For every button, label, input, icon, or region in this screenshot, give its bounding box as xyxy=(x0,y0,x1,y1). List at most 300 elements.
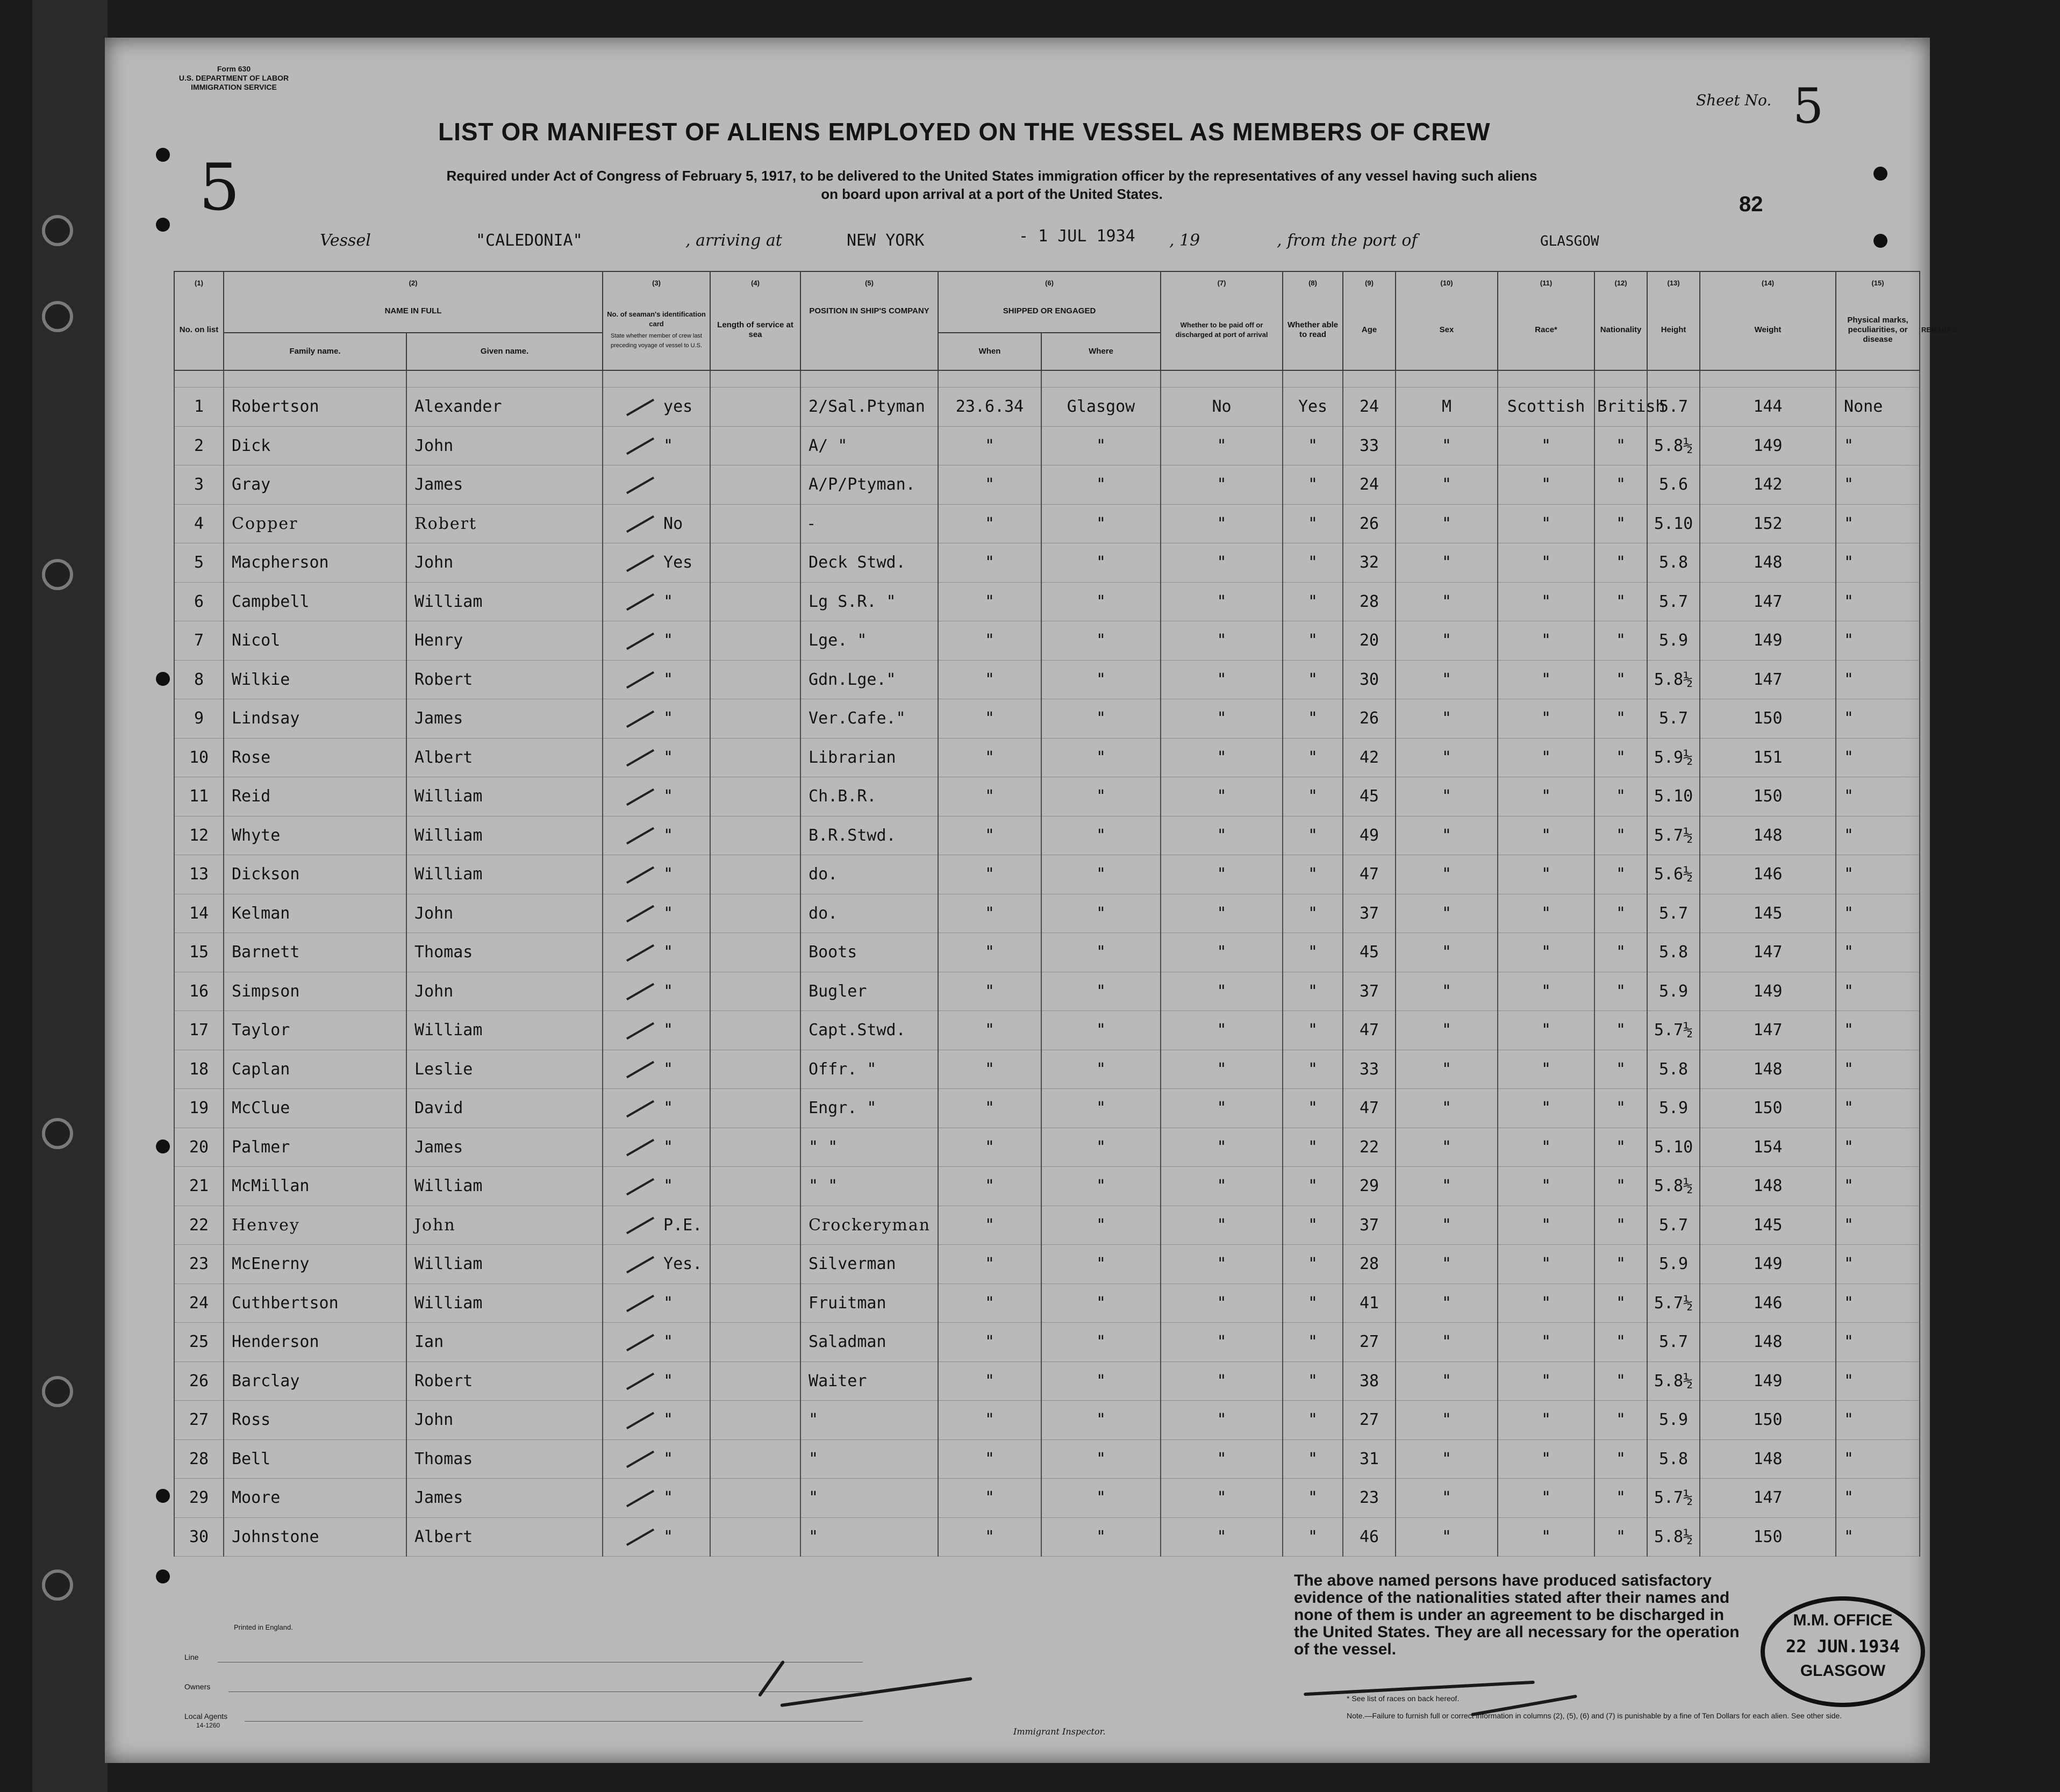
physical-marks-cell: " xyxy=(1836,1517,1920,1557)
col-num-6: (6) xyxy=(938,271,1161,290)
physical-marks-cell: " xyxy=(1836,933,1920,972)
position-cell: Librarian xyxy=(800,738,938,777)
shipped-when-cell: " xyxy=(938,1439,1041,1479)
weight-cell: 148 xyxy=(1700,1167,1836,1206)
height-cell: 5.6 xyxy=(1647,465,1700,505)
paid-off-cell: " xyxy=(1161,1128,1283,1167)
weight-cell: 144 xyxy=(1700,388,1836,427)
nationality-cell: " xyxy=(1594,465,1647,505)
position-cell: Ver.Cafe." xyxy=(800,699,938,739)
row-number-cell: 5 xyxy=(174,543,224,583)
form-subtitle-line-2: on board upon arrival at a port of the United States. xyxy=(821,186,1163,202)
weight-cell: 149 xyxy=(1700,972,1836,1011)
shipped-where-cell: " xyxy=(1041,1050,1161,1089)
physical-marks-cell: " xyxy=(1836,699,1920,739)
height-cell: 5.7 xyxy=(1647,1206,1700,1245)
height-cell: 5.7 xyxy=(1647,1323,1700,1362)
id-card-value: " xyxy=(663,1332,674,1352)
height-cell: 5.7 xyxy=(1647,699,1700,739)
sex-cell: " xyxy=(1396,504,1498,543)
id-card-value: " xyxy=(663,865,674,884)
nationality-cell: " xyxy=(1594,1050,1647,1089)
check-mark-icon xyxy=(626,711,654,728)
position-cell: Silverman xyxy=(800,1245,938,1284)
row-number-cell: 9 xyxy=(174,699,224,739)
position-cell: Fruitman xyxy=(800,1284,938,1323)
age-cell: 33 xyxy=(1343,426,1396,465)
position-cell: " " xyxy=(800,1128,938,1167)
row-number-cell: 18 xyxy=(174,1050,224,1089)
position-cell: Gdn.Lge." xyxy=(800,660,938,699)
race-cell: " xyxy=(1498,933,1594,972)
family-name-cell: Robertson xyxy=(224,388,406,427)
position-cell: Crockeryman xyxy=(800,1206,938,1245)
stamp-date: 22 JUN.1934 xyxy=(1786,1636,1900,1657)
office-stamp xyxy=(1761,1596,1925,1707)
physical-marks-cell: " xyxy=(1836,660,1920,699)
position-cell: Deck Stwd. xyxy=(800,543,938,583)
shipped-when-cell: 23.6.34 xyxy=(938,388,1041,427)
age-cell: 22 xyxy=(1343,1128,1396,1167)
weight-cell: 150 xyxy=(1700,699,1836,739)
races-note: * See list of races on back hereof. xyxy=(1347,1694,1460,1703)
race-cell: " xyxy=(1498,1206,1594,1245)
position-cell: do. xyxy=(800,855,938,894)
header-shipped: SHIPPED OR ENGAGED xyxy=(938,290,1161,333)
table-row xyxy=(174,1011,1920,1050)
height-cell: 5.8 xyxy=(1647,1050,1700,1089)
age-cell: 29 xyxy=(1343,1167,1396,1206)
id-card-cell xyxy=(603,972,710,1011)
shipped-where-cell: " xyxy=(1041,1439,1161,1479)
nationality-cell: " xyxy=(1594,426,1647,465)
length-service-cell xyxy=(710,699,800,739)
physical-marks-cell: " xyxy=(1836,816,1920,855)
col-num-4: (4) xyxy=(710,271,800,290)
arriving-label: , arriving at xyxy=(685,231,782,250)
shipped-where-cell: " xyxy=(1041,894,1161,933)
col-num-9: (9) xyxy=(1343,271,1396,290)
age-cell: 20 xyxy=(1343,621,1396,661)
row-number-cell: 8 xyxy=(174,660,224,699)
family-name-cell: Barnett xyxy=(224,933,406,972)
check-mark-icon xyxy=(626,1256,654,1273)
position-cell: 2/Sal.Ptyman xyxy=(800,388,938,427)
given-name-cell: John xyxy=(406,894,603,933)
id-card-cell xyxy=(603,1361,710,1401)
table-row xyxy=(174,1050,1920,1089)
shipped-when-cell: " xyxy=(938,972,1041,1011)
family-name-cell: Henderson xyxy=(224,1323,406,1362)
physical-marks-cell: " xyxy=(1836,972,1920,1011)
check-mark-icon xyxy=(626,477,654,494)
sex-cell: " xyxy=(1396,1361,1498,1401)
given-name-cell: James xyxy=(406,465,603,505)
shipped-where-cell: " xyxy=(1041,465,1161,505)
check-mark-icon xyxy=(626,1178,654,1195)
race-cell: " xyxy=(1498,1479,1594,1518)
id-card-cell xyxy=(603,1323,710,1362)
race-cell: " xyxy=(1498,1050,1594,1089)
given-name-cell: Henry xyxy=(406,621,603,661)
weight-cell: 149 xyxy=(1700,1245,1836,1284)
physical-marks-cell: " xyxy=(1836,894,1920,933)
check-mark-icon xyxy=(626,633,654,650)
id-card-value: yes xyxy=(663,397,693,417)
height-cell: 5.8 xyxy=(1647,543,1700,583)
id-card-value: " xyxy=(663,1410,674,1430)
family-name-cell: Nicol xyxy=(224,621,406,661)
punch-hole xyxy=(1873,234,1887,248)
physical-marks-cell: " xyxy=(1836,1439,1920,1479)
paid-off-cell: " xyxy=(1161,1479,1283,1518)
physical-marks-cell: " xyxy=(1836,1245,1920,1284)
sheet-label: Sheet No. xyxy=(1696,91,1772,109)
weight-cell: 147 xyxy=(1700,933,1836,972)
inspector-signature xyxy=(780,1677,972,1707)
weight-cell: 154 xyxy=(1700,1128,1836,1167)
id-card-cell xyxy=(603,388,710,427)
weight-cell: 148 xyxy=(1700,1439,1836,1479)
position-cell: " xyxy=(800,1401,938,1440)
table-row xyxy=(174,543,1920,583)
table-row xyxy=(174,933,1920,972)
able-to-read-cell: " xyxy=(1283,816,1343,855)
weight-cell: 148 xyxy=(1700,1050,1836,1089)
header-paid-off: Whether to be paid off or discharged at port of arrival xyxy=(1161,290,1283,370)
shipped-where-cell: " xyxy=(1041,777,1161,816)
header-id-card-note: State whether member of crew last preceding voyage of vessel to U.S. xyxy=(611,333,702,349)
height-cell: 5.8½ xyxy=(1647,426,1700,465)
able-to-read-cell: " xyxy=(1283,1128,1343,1167)
able-to-read-cell: " xyxy=(1283,1050,1343,1089)
punch-hole xyxy=(156,148,170,162)
nationality-cell: " xyxy=(1594,1245,1647,1284)
id-card-cell xyxy=(603,582,710,621)
form-header xyxy=(137,64,331,92)
able-to-read-cell: " xyxy=(1283,1089,1343,1128)
shipped-where-cell: " xyxy=(1041,1167,1161,1206)
check-mark-icon xyxy=(626,1490,654,1507)
shipped-when-cell: " xyxy=(938,894,1041,933)
family-name-cell: Taylor xyxy=(224,1011,406,1050)
given-name-cell: Robert xyxy=(406,660,603,699)
id-card-cell xyxy=(603,894,710,933)
given-name-cell: John xyxy=(406,543,603,583)
id-card-value: " xyxy=(663,1527,674,1546)
check-mark-icon xyxy=(626,1334,654,1351)
check-mark-icon xyxy=(626,671,654,689)
row-number-cell: 30 xyxy=(174,1517,224,1557)
binder-hole xyxy=(42,301,73,332)
crew-manifest-table: (1) (2) (3) (4) (5) (6) (7) (8) (9) (10) (11) (12) (13) (14) (15) No. on list NAME IN FULL No. of seaman's identification card State whether member of crew last preceding voyage of vessel to U.S. Length of service at sea POSITION IN SHIP'S COMPANY SHIPPED OR ENGAGED Whether to be paid off or discharged at port of arrival Whether able to read Age Sex Race* Nationality Height Weight Physical marks, peculiarities, or disease REMARKS Family name. Given name. When Where 1 Robertson Alexander yes 2/Sal.Ptyman 23.6.34 Glasgow No Yes 24 M Scottish British 5.7 144 None 2 Dick John " A/ " " " " " 33 " " " 5.8½ 149 " 3 Gray James A/P/Ptyman. " " " " 24 " " " 5.6 142 " 4 Copper Robert No - " " " " 26 " " " 5.10 152 " 5 Macpherson John Yes Deck Stwd. " " " " 32 " " " 5.8 148 " 6 Campbell William " Lg S.R. " " " " " 28 " " " 5.7 147 " 7 Nicol Henry " Lge. " " " " " 20 " " " 5.9 149 " 8 Wilkie Robert " Gdn.Lge." " " " " 30 " " " 5.8½ 147 " 9 Lindsay James " Ver.Cafe." " " " " 26 " " " 5.7 150 " 10 Rose Albert " Librarian " " " " 42 " " " 5.9½ 151 " 11 Reid William " Ch.B.R. " " " " 45 " " " 5.10 150 " 12 Whyte William " B.R.Stwd. " " " " 49 " " " 5.7½ 148 " 13 Dickson William " do. " " " " 47 " " " 5.6½ 146 " 14 Kelman John " do. " " " " 37 " " " 5.7 145 " 15 Barnett Thomas " Boots " " " " 45 " " " 5.8 147 " 16 Simpson John " Bugler " " " " 37 " " " 5.9 149 " 17 Taylor William " Capt.Stwd. " " " " 47 " " " 5.7½ 147 " 18 Caplan Leslie " Offr. " " " " " 33 " " " 5.8 148 " 19 McClue David " Engr. " " " " " 47 " " " 5.9 150 " 20 Palmer James " " " " " " " 22 " " " 5.10 154 " 21 McMillan William " " " " " " " 29 " " " 5.8½ 148 " 22 Henvey John P.E. Crockeryman " " " " 37 " " " 5.7 145 " 23 McEnerny William Yes. Silverman " " " " 28 " " " 5.9 149 " 24 Cuthbertson William " Fruitman " " " " 41 " " " 5.7½ 146 " 25 Henderson Ian " Saladman " " " " 27 " " " 5.7 148 " 26 Barclay Robert " Waiter " " " " 38 " " " 5.8½ 149 " 27 Ross John " " " " " " 27 " " " 5.9 150 " 28 Bell Thomas " " " " " " 31 " " " 5.8 148 " 29 Moore James " " " " " " 23 " " " 5.7½ 147 " 30 Johnstone Albert " " " " " " 46 " " " 5.8½ 150 " xyxy=(174,271,1920,1557)
weight-cell: 148 xyxy=(1700,543,1836,583)
shipped-where-cell: " xyxy=(1041,1284,1161,1323)
col-num-14: (14) xyxy=(1700,271,1836,290)
family-name-cell: Wilkie xyxy=(224,660,406,699)
length-service-cell xyxy=(710,1517,800,1557)
header-able-read: Whether able to read xyxy=(1283,290,1343,370)
given-name-cell: John xyxy=(406,426,603,465)
given-name-cell: John xyxy=(406,1401,603,1440)
race-cell: Scottish xyxy=(1498,388,1594,427)
table-row xyxy=(174,388,1920,427)
id-card-cell xyxy=(603,1167,710,1206)
weight-cell: 148 xyxy=(1700,1323,1836,1362)
length-service-cell xyxy=(710,465,800,505)
family-name-cell: Campbell xyxy=(224,582,406,621)
nationality-cell: " xyxy=(1594,1206,1647,1245)
weight-cell: 150 xyxy=(1700,1401,1836,1440)
shipped-where-cell: " xyxy=(1041,1401,1161,1440)
id-card-value: " xyxy=(663,904,674,923)
check-mark-icon xyxy=(626,905,654,922)
certification-statement: The above named persons have produced satisfactory evidence of the nationalities stated after their names and none of them is under an agreement to be discharged in the United States. They are all necessary for the operation of the vessel. xyxy=(1294,1572,1740,1658)
shipped-when-cell: " xyxy=(938,1323,1041,1362)
given-name-cell: Albert xyxy=(406,1517,603,1557)
punch-hole xyxy=(1873,167,1887,181)
age-cell: 46 xyxy=(1343,1517,1396,1557)
age-cell: 27 xyxy=(1343,1323,1396,1362)
check-mark-icon xyxy=(626,1217,654,1234)
height-cell: 5.9½ xyxy=(1647,738,1700,777)
physical-marks-cell: " xyxy=(1836,1401,1920,1440)
family-name-cell: Rose xyxy=(224,738,406,777)
sex-cell: " xyxy=(1396,699,1498,739)
family-name-cell: Ross xyxy=(224,1401,406,1440)
physical-marks-cell: " xyxy=(1836,1284,1920,1323)
nationality-cell: " xyxy=(1594,1439,1647,1479)
position-cell: Saladman xyxy=(800,1323,938,1362)
length-service-cell xyxy=(710,816,800,855)
header-family-name: Family name. xyxy=(224,333,406,370)
sex-cell: " xyxy=(1396,660,1498,699)
shipped-where-cell: " xyxy=(1041,1245,1161,1284)
age-cell: 47 xyxy=(1343,855,1396,894)
row-number-cell: 16 xyxy=(174,972,224,1011)
length-service-cell xyxy=(710,777,800,816)
id-card-value: " xyxy=(663,787,674,806)
sex-cell: " xyxy=(1396,1284,1498,1323)
race-cell: " xyxy=(1498,972,1594,1011)
race-cell: " xyxy=(1498,777,1594,816)
sex-cell: " xyxy=(1396,933,1498,972)
shipped-where-cell: " xyxy=(1041,933,1161,972)
nationality-cell: " xyxy=(1594,1517,1647,1557)
position-cell: Waiter xyxy=(800,1361,938,1401)
nationality-cell: " xyxy=(1594,582,1647,621)
id-card-cell xyxy=(603,1011,710,1050)
header-length-service: Length of service at sea xyxy=(710,290,800,370)
shipped-when-cell: " xyxy=(938,1128,1041,1167)
family-name-cell: Moore xyxy=(224,1479,406,1518)
row-number-cell: 15 xyxy=(174,933,224,972)
table-row xyxy=(174,777,1920,816)
weight-cell: 148 xyxy=(1700,816,1836,855)
age-cell: 45 xyxy=(1343,933,1396,972)
nationality-cell: " xyxy=(1594,621,1647,661)
owners-label: Owners xyxy=(184,1682,211,1691)
nationality-cell: " xyxy=(1594,1361,1647,1401)
shipped-where-cell: " xyxy=(1041,621,1161,661)
given-name-cell: Albert xyxy=(406,738,603,777)
length-service-cell xyxy=(710,1206,800,1245)
id-card-value: " xyxy=(663,709,674,728)
shipped-when-cell: " xyxy=(938,1167,1041,1206)
header-given-name: Given name. xyxy=(406,333,603,370)
header-race: Race* xyxy=(1498,290,1594,370)
from-port: GLASGOW xyxy=(1540,233,1599,249)
sex-cell: " xyxy=(1396,1167,1498,1206)
id-card-value: " xyxy=(663,631,674,650)
nationality-cell: " xyxy=(1594,738,1647,777)
id-card-cell xyxy=(603,855,710,894)
table-row xyxy=(174,465,1920,505)
paid-off-cell: " xyxy=(1161,582,1283,621)
shipped-when-cell: " xyxy=(938,1011,1041,1050)
physical-marks-cell: " xyxy=(1836,1089,1920,1128)
id-card-value: " xyxy=(663,1371,674,1390)
col-num-10: (10) xyxy=(1396,271,1498,290)
shipped-where-cell: " xyxy=(1041,504,1161,543)
id-card-cell xyxy=(603,816,710,855)
age-cell: 23 xyxy=(1343,1479,1396,1518)
given-name-cell: William xyxy=(406,1245,603,1284)
id-card-cell xyxy=(603,543,710,583)
id-card-value: " xyxy=(663,1488,674,1508)
col-num-12: (12) xyxy=(1594,271,1647,290)
nationality-cell: " xyxy=(1594,543,1647,583)
shipped-where-cell: " xyxy=(1041,1479,1161,1518)
family-name-cell: Copper xyxy=(224,504,406,543)
nationality-cell: " xyxy=(1594,1089,1647,1128)
sex-cell: M xyxy=(1396,388,1498,427)
paid-off-cell: " xyxy=(1161,1439,1283,1479)
physical-marks-cell: " xyxy=(1836,1167,1920,1206)
id-card-value: " xyxy=(663,943,674,962)
check-mark-icon xyxy=(626,1100,654,1117)
length-service-cell xyxy=(710,1323,800,1362)
penalty-note: Note.—Failure to furnish full or correct information in columns (2), (5), (6) and (7) is punishable by a fine of Ten Dollars for each alien. See other side. xyxy=(1347,1711,1842,1720)
paid-off-cell: " xyxy=(1161,777,1283,816)
position-cell: Lg S.R. " xyxy=(800,582,938,621)
length-service-cell xyxy=(710,1128,800,1167)
check-mark-icon xyxy=(626,1373,654,1390)
length-service-cell xyxy=(710,1401,800,1440)
length-service-cell xyxy=(710,738,800,777)
height-cell: 5.8½ xyxy=(1647,1167,1700,1206)
age-cell: 49 xyxy=(1343,816,1396,855)
able-to-read-cell: " xyxy=(1283,1167,1343,1206)
shipped-when-cell: " xyxy=(938,1050,1041,1089)
physical-marks-cell: " xyxy=(1836,504,1920,543)
race-cell: " xyxy=(1498,582,1594,621)
weight-cell: 147 xyxy=(1700,1479,1836,1518)
age-cell: 38 xyxy=(1343,1361,1396,1401)
form-subtitle xyxy=(320,167,1664,203)
position-cell: A/P/Ptyman. xyxy=(800,465,938,505)
length-service-cell xyxy=(710,855,800,894)
table-row xyxy=(174,582,1920,621)
height-cell: 5.10 xyxy=(1647,1128,1700,1167)
binder-strip xyxy=(32,0,108,1792)
id-card-cell xyxy=(603,1401,710,1440)
row-number-cell: 23 xyxy=(174,1245,224,1284)
length-service-cell xyxy=(710,1284,800,1323)
able-to-read-cell: " xyxy=(1283,972,1343,1011)
header-height: Height xyxy=(1647,290,1700,370)
shipped-when-cell: " xyxy=(938,777,1041,816)
nationality-cell: " xyxy=(1594,1284,1647,1323)
shipped-where-cell: " xyxy=(1041,1323,1161,1362)
row-number-cell: 22 xyxy=(174,1206,224,1245)
row-number-cell: 14 xyxy=(174,894,224,933)
binder-hole xyxy=(42,1376,73,1407)
row-number-cell: 4 xyxy=(174,504,224,543)
family-name-cell: Whyte xyxy=(224,816,406,855)
family-name-cell: Reid xyxy=(224,777,406,816)
paid-off-cell: " xyxy=(1161,1323,1283,1362)
able-to-read-cell: " xyxy=(1283,738,1343,777)
row-number-cell: 19 xyxy=(174,1089,224,1128)
family-name-cell: Palmer xyxy=(224,1128,406,1167)
able-to-read-cell: " xyxy=(1283,582,1343,621)
id-card-value: " xyxy=(663,981,674,1001)
paid-off-cell: " xyxy=(1161,504,1283,543)
id-card-value: Yes. xyxy=(663,1255,703,1274)
id-card-cell xyxy=(603,504,710,543)
race-cell: " xyxy=(1498,699,1594,739)
able-to-read-cell: " xyxy=(1283,1361,1343,1401)
crew-rows xyxy=(174,370,1920,1557)
age-cell: 47 xyxy=(1343,1011,1396,1050)
race-cell: " xyxy=(1498,1128,1594,1167)
height-cell: 5.8½ xyxy=(1647,1517,1700,1557)
nationality-cell: " xyxy=(1594,504,1647,543)
owners-rule xyxy=(228,1691,863,1692)
age-cell: 26 xyxy=(1343,504,1396,543)
height-cell: 5.7 xyxy=(1647,388,1700,427)
paid-off-cell: " xyxy=(1161,1245,1283,1284)
weight-cell: 151 xyxy=(1700,738,1836,777)
manifest-page xyxy=(105,38,1957,1763)
length-service-cell xyxy=(710,621,800,661)
position-cell: B.R.Stwd. xyxy=(800,816,938,855)
sex-cell: " xyxy=(1396,426,1498,465)
shipped-when-cell: " xyxy=(938,582,1041,621)
age-cell: 31 xyxy=(1343,1439,1396,1479)
shipped-where-cell: " xyxy=(1041,738,1161,777)
height-cell: 5.10 xyxy=(1647,777,1700,816)
sex-cell: " xyxy=(1396,1206,1498,1245)
given-name-cell: James xyxy=(406,1128,603,1167)
row-number-cell: 6 xyxy=(174,582,224,621)
race-cell: " xyxy=(1498,894,1594,933)
shipped-when-cell: " xyxy=(938,543,1041,583)
able-to-read-cell: " xyxy=(1283,1323,1343,1362)
reference-number: 82 xyxy=(1739,192,1763,216)
sex-cell: " xyxy=(1396,1245,1498,1284)
length-service-cell xyxy=(710,894,800,933)
height-cell: 5.9 xyxy=(1647,972,1700,1011)
sex-cell: " xyxy=(1396,894,1498,933)
able-to-read-cell: " xyxy=(1283,465,1343,505)
given-name-cell: John xyxy=(406,1206,603,1245)
race-cell: " xyxy=(1498,1167,1594,1206)
race-cell: " xyxy=(1498,465,1594,505)
table-row xyxy=(174,1089,1920,1128)
length-service-cell xyxy=(710,972,800,1011)
